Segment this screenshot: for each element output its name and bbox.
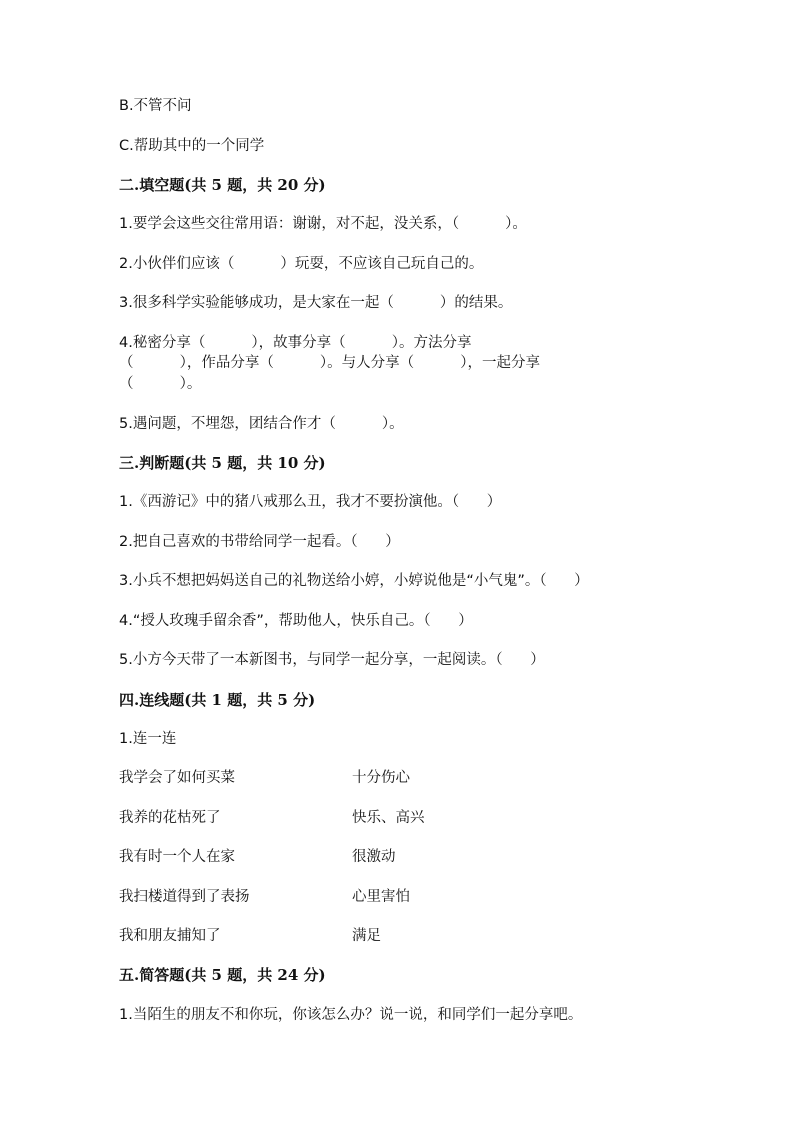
section2-question-2: 2.小伙伴们应该（ ）玩耍，不应该自己玩自己的。 bbox=[119, 256, 484, 272]
match-right-4: 心里害怕 bbox=[352, 889, 410, 905]
match-left-3: 我有时一个人在家 bbox=[119, 849, 235, 865]
match-left-1: 我学会了如何买菜 bbox=[119, 770, 235, 786]
match-right-3: 很激动 bbox=[352, 849, 396, 865]
match-left-5: 我和朋友捕知了 bbox=[119, 928, 221, 944]
section2-question-4-line3: （ ）。 bbox=[119, 376, 202, 392]
section3-question-1: 1.《西游记》中的猪八戒那么丑，我才不要扮演他。（ ） bbox=[119, 494, 502, 510]
section2-heading: 二.填空题(共 5 题，共 20 分) bbox=[119, 176, 326, 194]
match-right-1: 十分伤心 bbox=[352, 770, 410, 786]
section3-question-5: 5.小方今天带了一本新图书，与同学一起分享，一起阅读。（ ） bbox=[119, 652, 545, 668]
section2-question-1: 1.要学会这些交往常用语：谢谢，对不起，没关系，（ ）。 bbox=[119, 216, 527, 232]
option-c: C.帮助其中的一个同学 bbox=[119, 138, 265, 154]
match-left-2: 我养的花枯死了 bbox=[119, 810, 221, 826]
match-right-5: 满足 bbox=[352, 928, 381, 944]
section5-heading: 五.简答题(共 5 题，共 24 分) bbox=[119, 966, 326, 984]
section4-question-1: 1.连一连 bbox=[119, 731, 177, 747]
section3-heading: 三.判断题(共 5 题，共 10 分) bbox=[119, 454, 326, 472]
match-left-4: 我扫楼道得到了表扬 bbox=[119, 889, 250, 905]
match-right-2: 快乐、高兴 bbox=[352, 810, 425, 826]
section4-heading: 四.连线题(共 1 题，共 5 分) bbox=[119, 691, 316, 709]
section2-question-5: 5.遇问题，不埋怨，团结合作才（ ）。 bbox=[119, 416, 404, 432]
section2-question-3: 3.很多科学实验能够成功，是大家在一起（ ）的结果。 bbox=[119, 295, 513, 311]
section3-question-3: 3.小兵不想把妈妈送自己的礼物送给小婷，小婷说他是“小气鬼”。（ ） bbox=[119, 573, 589, 589]
section2-question-4-line2: （ ），作品分享（ ）。与人分享（ ），一起分享 bbox=[119, 355, 541, 371]
option-b: B.不管不问 bbox=[119, 98, 192, 114]
section3-question-2: 2.把自己喜欢的书带给同学一起看。（ ） bbox=[119, 534, 400, 550]
section2-question-4-line1: 4.秘密分享（ ），故事分享（ ）。方法分享 bbox=[119, 335, 472, 351]
section3-question-4: 4.“授人玫瑰手留余香”，帮助他人，快乐自己。（ ） bbox=[119, 613, 473, 629]
section5-question-1: 1.当陌生的朋友不和你玩，你该怎么办？说一说，和同学们一起分享吧。 bbox=[119, 1007, 583, 1023]
